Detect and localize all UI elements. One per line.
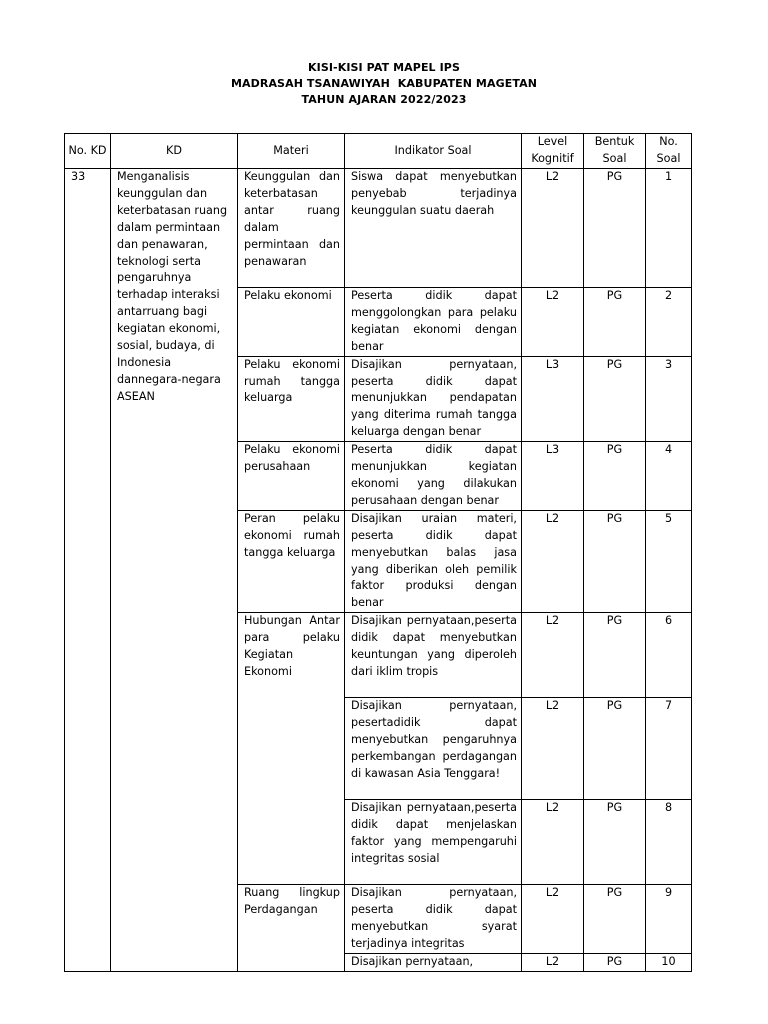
col-header-kd: KD bbox=[111, 134, 238, 169]
cell-bentuk: PG bbox=[584, 885, 646, 954]
cell-level: L2 bbox=[522, 885, 584, 954]
header-school: MADRASAH TSANAWIYAH KABUPATEN MAGETAN bbox=[230, 77, 537, 90]
cell-level: L2 bbox=[522, 800, 584, 885]
cell-level: L2 bbox=[522, 169, 584, 288]
cell-no-soal: 2 bbox=[646, 288, 692, 357]
cell-indikator: Peserta didik dapat menggolongkan para pelaku kegiatan ekonomi dengan benar bbox=[345, 288, 522, 357]
cell-no-soal: 5 bbox=[646, 510, 692, 612]
cell-level: L2 bbox=[522, 698, 584, 800]
cell-level: L2 bbox=[522, 288, 584, 357]
document-header bbox=[0, 60, 768, 108]
col-header-no-kd: No. KD bbox=[65, 134, 111, 169]
cell-kd: Menganalisis keunggulan dan keterbatasan ruang dalam permintaan dan penawaran, teknologi serta pengaruhnya terhadap interaksi antarruang bagi kegiatan ekonomi, sosial, budaya, di Indonesia dannegara-negara ASEAN bbox=[111, 169, 238, 972]
col-header-indikator: Indikator Soal bbox=[345, 134, 522, 169]
cell-no-soal: 6 bbox=[646, 613, 692, 698]
cell-indikator: Disajikan pernyataan,peserta didik dapat menjelaskan faktor yang mempengaruhi integritas sosial bbox=[345, 800, 522, 885]
cell-bentuk: PG bbox=[584, 953, 646, 971]
table-header-row bbox=[65, 134, 692, 169]
cell-no-soal: 3 bbox=[646, 356, 692, 442]
cell-materi: Pelaku ekonomi perusahaan bbox=[238, 442, 345, 511]
cell-indikator: Disajikan pernyataan, peserta didik dapat menunjukkan pendapatan yang diterima rumah tangga keluarga dengan benar bbox=[345, 356, 522, 442]
cell-materi: Pelaku ekonomi rumah tangga keluarga bbox=[238, 356, 345, 442]
cell-no-soal: 7 bbox=[646, 698, 692, 800]
cell-no-soal: 1 bbox=[646, 169, 692, 288]
cell-level: L3 bbox=[522, 442, 584, 511]
table-row bbox=[65, 169, 692, 288]
cell-bentuk: PG bbox=[584, 698, 646, 800]
col-header-bentuk: Bentuk Soal bbox=[584, 134, 646, 169]
cell-level: L2 bbox=[522, 953, 584, 971]
cell-no-kd: 33 bbox=[65, 169, 111, 972]
col-header-materi: Materi bbox=[238, 134, 345, 169]
col-header-no-soal: No. Soal bbox=[646, 134, 692, 169]
cell-level: L2 bbox=[522, 510, 584, 612]
cell-bentuk: PG bbox=[584, 288, 646, 357]
cell-materi: Pelaku ekonomi bbox=[238, 288, 345, 357]
header-title: KISI-KISI PAT MAPEL IPS bbox=[308, 61, 460, 74]
cell-indikator: Disajikan pernyataan, pesertadidik dapat menyebutkan pengaruhnya perkembangan perdagangan di kawasan Asia Tenggara! bbox=[345, 698, 522, 800]
cell-materi: Hubungan Antar para pelaku Kegiatan Ekonomi bbox=[238, 613, 345, 885]
cell-materi: Peran pelaku ekonomi rumah tangga keluarga bbox=[238, 510, 345, 612]
cell-bentuk: PG bbox=[584, 510, 646, 612]
cell-bentuk: PG bbox=[584, 356, 646, 442]
header-year: TAHUN AJARAN 2022/2023 bbox=[301, 93, 467, 106]
cell-materi: Keunggulan dan keterbatasan antar ruang dalam permintaan dan penawaran bbox=[238, 169, 345, 288]
cell-bentuk: PG bbox=[584, 442, 646, 511]
cell-no-soal: 4 bbox=[646, 442, 692, 511]
cell-no-soal: 9 bbox=[646, 885, 692, 954]
kisi-kisi-table bbox=[64, 133, 692, 972]
cell-indikator: Disajikan pernyataan, peserta didik dapat menyebutkan syarat terjadinya integritas bbox=[345, 885, 522, 954]
cell-no-soal: 8 bbox=[646, 800, 692, 885]
cell-indikator: Disajikan pernyataan,peserta didik dapat menyebutkan keuntungan yang diperoleh dari iklim tropis bbox=[345, 613, 522, 698]
cell-indikator: Disajikan pernyataan, bbox=[345, 953, 522, 971]
cell-bentuk: PG bbox=[584, 169, 646, 288]
cell-materi: Ruang lingkup Perdagangan bbox=[238, 885, 345, 972]
cell-bentuk: PG bbox=[584, 800, 646, 885]
cell-level: L2 bbox=[522, 613, 584, 698]
cell-no-soal: 10 bbox=[646, 953, 692, 971]
cell-indikator: Disajikan uraian materi, peserta didik dapat menyebutkan balas jasa yang diberikan oleh pemilik faktor produksi dengan benar bbox=[345, 510, 522, 612]
cell-bentuk: PG bbox=[584, 613, 646, 698]
cell-level: L3 bbox=[522, 356, 584, 442]
cell-indikator: Peserta didik dapat menunjukkan kegiatan ekonomi yang dilakukan perusahaan dengan benar bbox=[345, 442, 522, 511]
cell-indikator: Siswa dapat menyebutkan penyebab terjadinya keunggulan suatu daerah bbox=[345, 169, 522, 288]
col-header-level: Level Kognitif bbox=[522, 134, 584, 169]
